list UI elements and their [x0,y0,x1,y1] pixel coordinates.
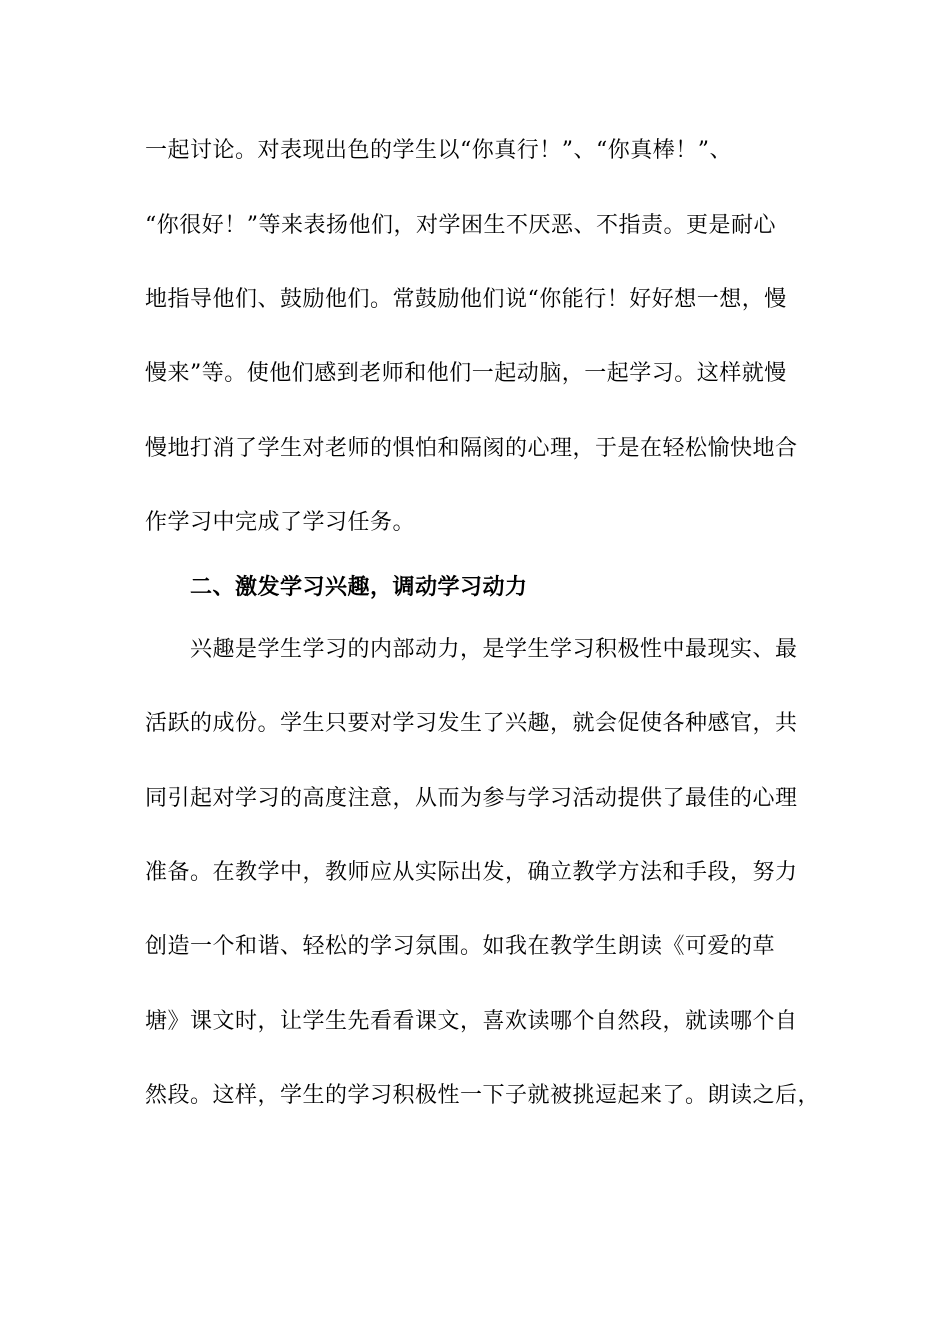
paragraph-line: 创造一个和谐、轻松的学习氛围。如我在教学生朗读《可爱的草 [145,934,776,959]
paragraph-line: 兴趣是学生学习的内部动力，是学生学习积极性中最现实、最 [190,637,798,662]
paragraph-line: 地指导他们、鼓励他们。常鼓励他们说“你能行！好好想一想，慢 [145,287,787,312]
paragraph-line: 作学习中完成了学习任务。 [145,510,416,535]
paragraph-line: 慢来”等。使他们感到老师和他们一起动脑，一起学习。这样就慢 [145,361,787,386]
paragraph-line: 同引起对学习的高度注意，从而为参与学习活动提供了最佳的心理 [145,786,798,811]
paragraph-line: “你很好！”等来表扬他们，对学困生不厌恶、不指责。更是耐心 [145,213,776,238]
paragraph-line: 活跃的成份。学生只要对学习发生了兴趣，就会促使各种感官，共 [145,711,798,736]
paragraph-line: 准备。在教学中，教师应从实际出发，确立教学方法和手段，努力 [145,860,798,885]
paragraph-line: 一起讨论。对表现出色的学生以“你真行！”、“你真棒！”、 [145,138,732,163]
section-heading: 二、激发学习兴趣，调动学习动力 [190,575,528,600]
paragraph-line: 塘》课文时，让学生先看看课文，喜欢读哪个自然段，就读哪个自 [145,1009,798,1034]
paragraph-line: 然段。这样，学生的学习积极性一下子就被挑逗起来了。朗读之后， [145,1083,821,1108]
paragraph-line: 慢地打消了学生对老师的惧怕和隔阂的心理，于是在轻松愉快地合 [145,436,798,461]
